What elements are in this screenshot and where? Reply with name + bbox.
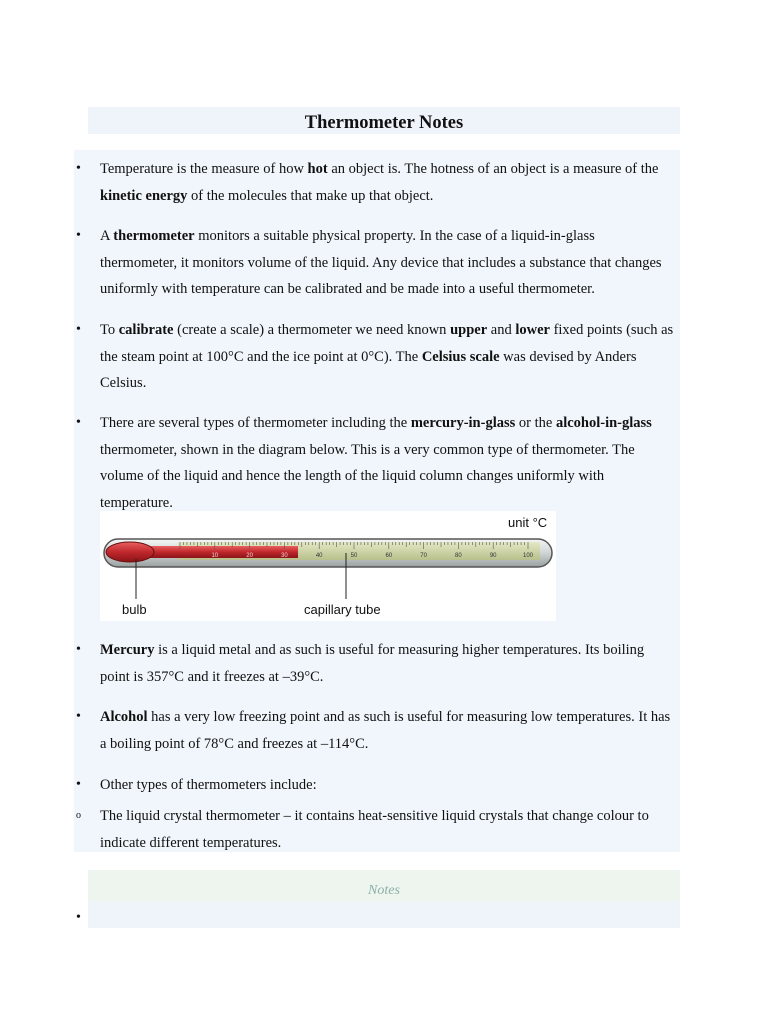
- scale-tick-label: 50: [350, 553, 358, 559]
- thermometer-diagram: [100, 511, 556, 621]
- bold-term: mercury-in-glass: [410, 415, 516, 431]
- list-item-text: Temperature is the measure of how hot an object is. The hotness of an object is a measure of the kinetic energy of the molecules that make up that object.: [100, 161, 659, 204]
- bullet: •: [76, 228, 81, 243]
- bullet: •: [76, 777, 81, 792]
- scale-tick-label: 90: [489, 553, 497, 559]
- bullet: •: [76, 415, 81, 430]
- bullet: •: [76, 161, 81, 176]
- bold-term: hot: [307, 161, 328, 177]
- bulb-label: bulb: [122, 602, 147, 617]
- sub-bullet: o: [76, 810, 81, 821]
- list-item-text: A thermometer monitors a suitable physical property. In the case of a liquid-in-glass thermometer, it monitors volume of the liquid. Any device that includes a substance that changes uniformly with temperature can be calibrated and be made into a useful thermometer.: [100, 228, 662, 297]
- bold-term: thermometer: [113, 228, 195, 244]
- capillary-tube-label: capillary tube: [304, 602, 381, 617]
- bold-term: Alcohol: [100, 709, 148, 725]
- list-item-text: There are several types of thermometer including the mercury-in-glass or the alcohol-in-glass thermometer, shown in the diagram below. This is a very common type of thermometer. The volume of the liquid and hence the length of the liquid column changes uniformly with temperature.: [100, 415, 652, 511]
- scale-tick-label: 60: [385, 553, 393, 559]
- liquid-column: [148, 546, 298, 558]
- scale-tick-label: 100: [522, 553, 534, 559]
- list-item-text: Other types of thermometers include:: [100, 777, 317, 793]
- bold-term: upper: [450, 322, 488, 338]
- bold-term: Mercury: [100, 642, 155, 658]
- bold-term: Celsius scale: [421, 348, 500, 365]
- bold-term: calibrate: [118, 322, 174, 338]
- list-item-text: Alcohol has a very low freezing point and as such is useful for measuring low temperatures. It has a boiling point of 78°C and freezes at –114°C.: [100, 709, 671, 752]
- bold-term: kinetic energy: [100, 187, 188, 204]
- scale-tick-label: 10: [211, 553, 219, 559]
- notes-body: [88, 901, 680, 928]
- bullet: •: [76, 322, 81, 337]
- bold-term: alcohol-in-glass: [555, 415, 652, 431]
- scale-tick-label: 80: [455, 553, 462, 559]
- content-panel: [74, 150, 680, 852]
- list-item-text: To calibrate (create a scale) a thermometer we need known upper and lower fixed points (such as the steam point at 100°C and the ice point at 0°C). The Celsius scale was devised by Anders Celsius.: [100, 322, 674, 391]
- unit-label: unit °C: [508, 515, 548, 530]
- list-item-text: The liquid crystal thermometer – it contains heat-sensitive liquid crystals that change colour to indicate different temperatures.: [100, 808, 649, 851]
- scale-tick-label: 20: [246, 553, 253, 559]
- scale-tick-label: 30: [281, 553, 288, 559]
- thermometer-illustration: [100, 511, 556, 621]
- notes-heading: Notes: [368, 883, 400, 898]
- notes-bullet: •: [76, 910, 81, 925]
- scale-tick-label: 40: [315, 553, 323, 559]
- bullet: •: [76, 642, 81, 657]
- title-band: [88, 107, 680, 134]
- bullet: •: [76, 709, 81, 724]
- list-item-text: Mercury is a liquid metal and as such is useful for measuring higher temperatures. Its boiling point is 357°C and it freezes at –39°C.: [100, 642, 645, 685]
- bold-term: lower: [515, 322, 550, 338]
- notes-header: [88, 870, 680, 901]
- scale-tick-label: 70: [420, 553, 427, 559]
- page-title: Thermometer Notes: [304, 113, 464, 133]
- bulb-liquid: [106, 542, 154, 562]
